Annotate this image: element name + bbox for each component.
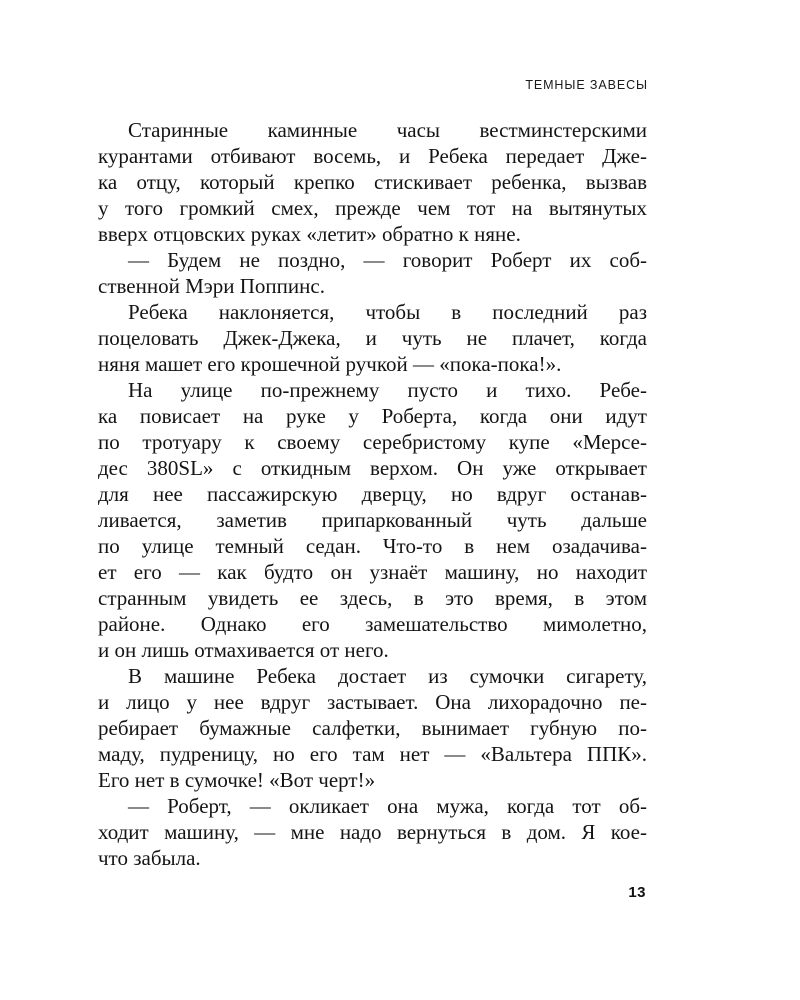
page-number: 13 <box>628 884 646 901</box>
text-line: няня машет его крошечной ручкой — «пока-пока!». <box>98 352 562 376</box>
text-line: Ребека наклоняется, чтобы в последний раз <box>128 300 647 324</box>
text-line: ливается, заметив припаркованный чуть дальше <box>98 508 647 532</box>
text-line: странным увидеть ее здесь, в это время, в этом <box>98 586 647 610</box>
text-line: для нее пассажирскую дверцу, но вдруг останав- <box>98 482 647 506</box>
text-line: что забыла. <box>98 846 201 870</box>
running-head: ТЕМНЫЕ ЗАВЕСЫ <box>525 78 648 92</box>
text-line: ребирает бумажные салфетки, вынимает губную по- <box>98 716 647 740</box>
text-line: ет его — как будто он узнаёт машину, но находит <box>98 560 647 584</box>
text-line: курантами отбивают восемь, и Ребека передает Дже- <box>98 144 647 168</box>
text-line: Его нет в сумочке! «Вот черт!» <box>98 768 376 792</box>
text-line: — Роберт, — окликает она мужа, когда тот об- <box>128 794 647 818</box>
text-line: и лицо у нее вдруг застывает. Она лихорадочно пе- <box>98 690 647 714</box>
text-line: дес 380SL» с откидным верхом. Он уже открывает <box>98 456 647 480</box>
text-line: поцеловать Джек-Джека, и чуть не плачет, когда <box>98 326 647 350</box>
text-line: по улице темный седан. Что-то в нем озадачива- <box>98 534 647 558</box>
paragraph <box>98 247 647 299</box>
text-line: маду, пудреницу, но его там нет — «Вальтера ППК». <box>98 742 647 766</box>
text-line: На улице по-прежнему пусто и тихо. Ребе- <box>128 378 647 402</box>
text-line: по тротуару к своему серебристому купе «Мерсе- <box>98 430 647 454</box>
paragraph <box>98 663 647 793</box>
text-line: ка повисает на руке у Роберта, когда они идут <box>98 404 647 428</box>
text-line: В машине Ребека достает из сумочки сигарету, <box>128 664 647 688</box>
text-line: Старинные каминные часы вестминстерскими <box>128 118 647 142</box>
text-line: вверх отцовских руках «летит» обратно к няне. <box>98 222 521 246</box>
paragraph <box>98 377 647 663</box>
text-line: ходит машину, — мне надо вернуться в дом. Я кое- <box>98 820 647 844</box>
text-line: ка отцу, который крепко стискивает ребенка, вызвав <box>98 170 647 194</box>
text-line: ственной Мэри Поппинс. <box>98 274 325 298</box>
paragraph <box>98 299 647 377</box>
paragraph <box>98 793 647 871</box>
paragraph <box>98 117 647 247</box>
text-line: и он лишь отмахивается от него. <box>98 638 389 662</box>
text-line: — Будем не поздно, — говорит Роберт их соб- <box>128 248 647 272</box>
body-text <box>98 117 647 871</box>
text-line: районе. Однако его замешательство мимолетно, <box>98 612 647 636</box>
text-line: у того громкий смех, прежде чем тот на вытянутых <box>98 196 647 220</box>
